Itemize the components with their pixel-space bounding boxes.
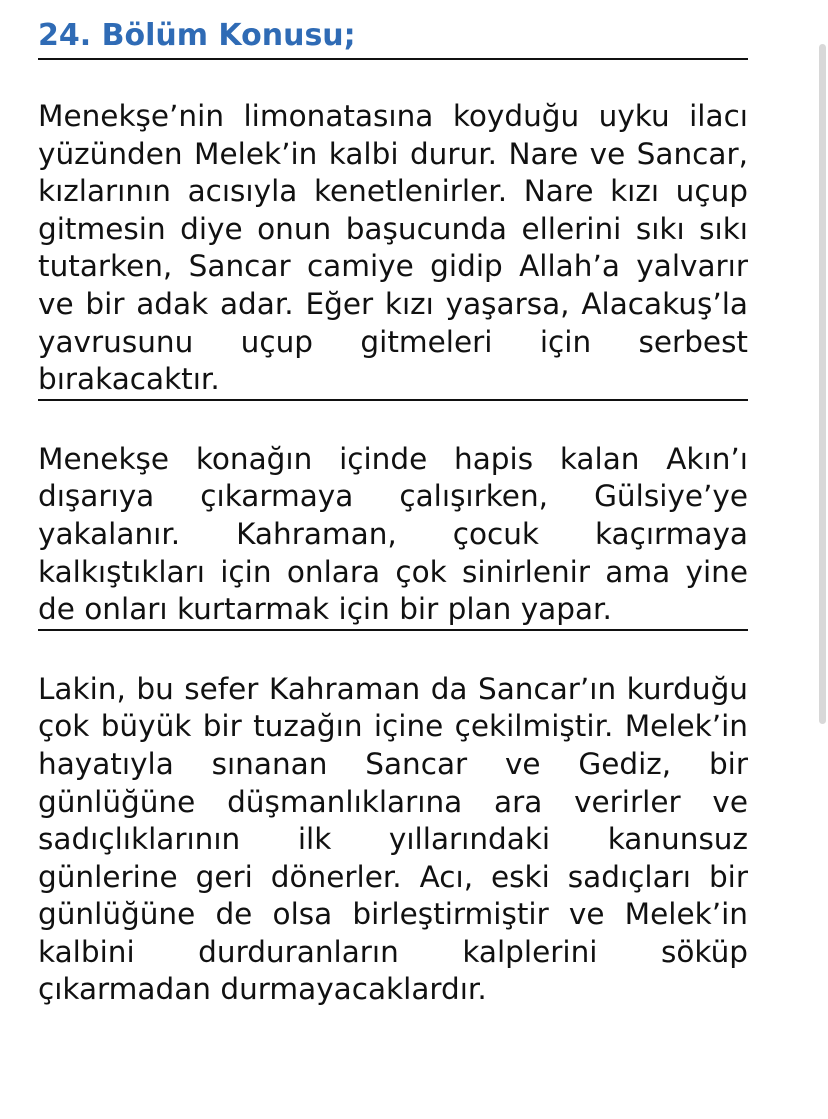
paragraph-text: Menekşe konağın içinde hapis kalan Akın’ı dışarıya çıkarmaya çalışırken, Gülsiye’ye yakalanır. Kahraman, çocuk kaçırmaya kalkıştıkları için onlara çok sinirlenir ama yine de onları kurtarmak için bir plan yapar. [38, 441, 748, 627]
paragraph-text: Menekşe’nin limonatasına koyduğu uyku ilacı yüzünden Melek’in kalbi durur. Nare ve Sancar, kızlarının acısıyla kenetlenirler. Nare kızı uçup gitmesin diye onun başucunda ellerini sıkı sıkı tutarken, Sancar camiye gidip Allah’a yalvarır ve bir adak adar. Eğer kızı yaşarsa, Alacakuş’la yavrusunu uçup gitmeleri için serbest bırakacaktır. [38, 99, 748, 397]
paragraph-block [38, 441, 748, 631]
vertical-scrollbar[interactable] [819, 44, 826, 724]
section-heading: 24. Bölüm Konusu; [38, 14, 748, 60]
document-page [38, 14, 748, 1009]
paragraph-text: Lakin, bu sefer Kahraman da Sancar’ın kurduğu çok büyük bir tuzağın içine çekilmiştir. Melek’in hayatıyla sınanan Sancar ve Gediz, bir günlüğüne düşmanlıklarına ara verirler ve sadıçlıklarının ilk yıllarındaki kanunsuz günlerine geri dönerler. Acı, eski sadıçları bir günlüğüne de olsa birleştirmiştir ve Melek’in kalbini durduranların kalplerini söküp çıkarmadan durmayacaklardır. [38, 671, 748, 1007]
paragraph-block [38, 671, 748, 1009]
paragraph-block [38, 98, 748, 401]
